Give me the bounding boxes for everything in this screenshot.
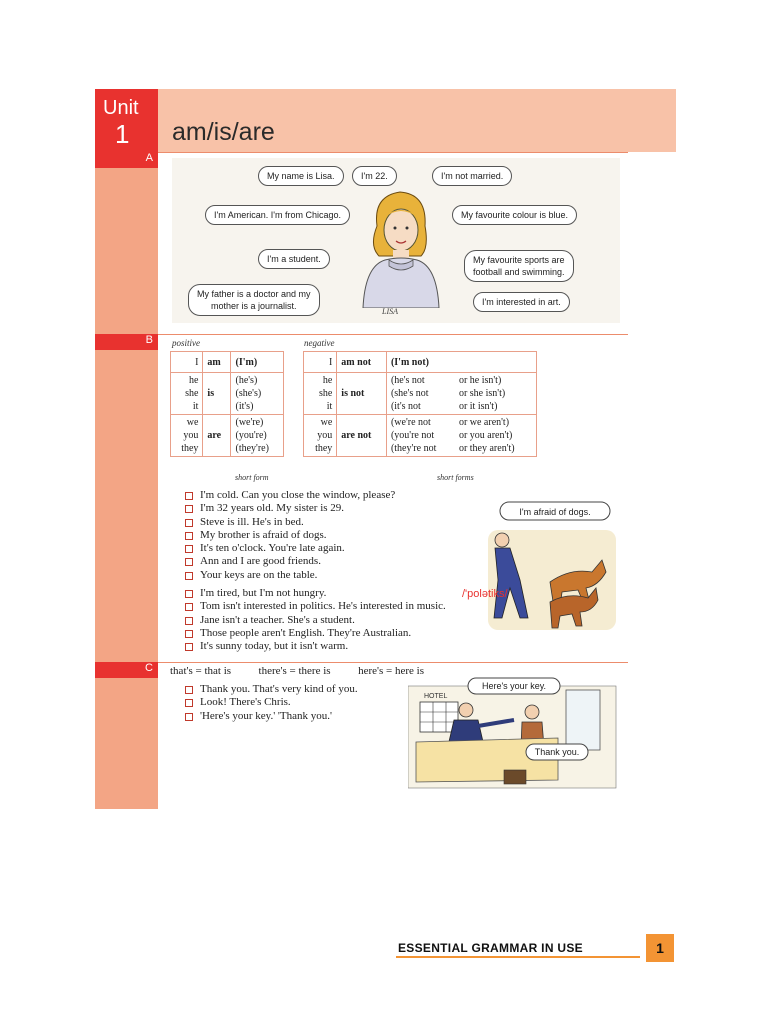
bubble-not-married: I'm not married. <box>432 166 512 186</box>
thats-rule: that's = that is <box>170 665 232 677</box>
cell-im: (I'm) <box>231 352 284 373</box>
cell-are: are <box>203 415 231 457</box>
section-a-marker <box>95 152 158 168</box>
example-item: Ann and I are good friends. <box>185 555 395 568</box>
example-item: It's sunny today, but it isn't warm. <box>185 640 446 653</box>
checkbox-icon <box>185 617 193 625</box>
positive-label: positive <box>172 338 200 348</box>
section-c-rule <box>158 662 628 663</box>
heres-rule: here's = here is <box>358 665 424 677</box>
checkbox-icon <box>185 590 193 598</box>
cell-am-not: am not <box>337 352 387 373</box>
bubble-father <box>188 284 320 316</box>
checkbox-icon <box>185 572 193 580</box>
cell-am: am <box>203 352 231 373</box>
positive-row-i <box>171 352 284 373</box>
cell-im-not: (I'm not) <box>386 352 536 373</box>
cell-we-you-they: we you they <box>171 415 203 457</box>
example-item: I'm cold. Can you close the window, please? <box>185 489 395 502</box>
bubble-age: I'm 22. <box>352 166 397 186</box>
unit-number: 1 <box>115 119 130 149</box>
section-c-letter: C <box>145 662 153 674</box>
cell-he-short: (he's) (she's) (it's) <box>231 373 284 415</box>
bubble-sports-line-2: football and swimming. <box>473 267 565 277</box>
bubble-colour: My favourite colour is blue. <box>452 205 577 225</box>
bubble-father-line-2: mother is a journalist. <box>211 301 297 311</box>
example-item: Those people aren't English. They're Australian. <box>185 627 446 640</box>
cell-neg-i: I <box>304 352 337 373</box>
cell-we-short: (we're) (you're) (they're) <box>231 415 284 457</box>
cell-i: I <box>171 352 203 373</box>
lisa-illustration <box>355 186 445 308</box>
checkbox-icon <box>185 699 193 707</box>
cell-are-not: are not <box>337 415 387 457</box>
positive-table <box>170 351 284 457</box>
positive-row-he <box>171 373 284 415</box>
example-item: I'm 32 years old. My sister is 29. <box>185 502 395 515</box>
checkbox-icon <box>185 505 193 513</box>
example-item: Thank you. That's very kind of you. <box>185 683 358 696</box>
checkbox-icon <box>185 603 193 611</box>
bubble-student: I'm a student. <box>258 249 330 269</box>
checkbox-icon <box>185 519 193 527</box>
positive-row-we <box>171 415 284 457</box>
example-item: 'Here's your key.' 'Thank you.' <box>185 710 358 723</box>
footer-underline <box>396 956 640 958</box>
negative-row-i <box>304 352 537 373</box>
hotel-sign: HOTEL <box>424 693 448 700</box>
cell-he-she-it: he she it <box>171 373 203 415</box>
cell-neg-we-you-they: we you they <box>304 415 337 457</box>
example-item: Jane isn't a teacher. She's a student. <box>185 614 446 627</box>
page-number: 1 <box>646 934 674 962</box>
example-item: My brother is afraid of dogs. <box>185 529 395 542</box>
example-item: Tom isn't interested in politics. He's interested in music. <box>185 600 446 613</box>
unit-title: am/is/are <box>172 118 275 146</box>
cell-neg-he-short: (he's not (she's not (it's not <box>386 373 454 415</box>
section-b-marker <box>95 334 158 350</box>
cell-neg-he-she-it: he she it <box>304 373 337 415</box>
short-forms-caption: short forms <box>437 473 474 482</box>
negative-label: negative <box>304 338 335 348</box>
cell-neg-he-alt: or he isn't) or she isn't) or it isn't) <box>455 373 537 415</box>
example-item: It's ten o'clock. You're late again. <box>185 542 395 555</box>
example-item: Look! There's Chris. <box>185 696 358 709</box>
checkbox-icon <box>185 558 193 566</box>
key-bubble-text: Here's your key. <box>481 681 547 691</box>
lisa-caption: LISA <box>382 307 398 316</box>
example-item: Steve is ill. He's in bed. <box>185 516 395 529</box>
thanks-bubble-text: Thank you. <box>534 747 580 757</box>
bubble-name: My name is Lisa. <box>258 166 344 186</box>
section-c-marker <box>95 662 158 678</box>
section-a-letter: A <box>145 152 153 164</box>
contractions-line <box>170 665 424 677</box>
checkbox-icon <box>185 713 193 721</box>
checkbox-icon <box>185 643 193 651</box>
negative-row-he <box>304 373 537 415</box>
examples-positive <box>185 489 395 582</box>
example-item: I'm tired, but I'm not hungry. <box>185 587 446 600</box>
bubble-father-line-1: My father is a doctor and my <box>197 289 311 299</box>
unit-badge <box>95 89 158 152</box>
example-item: Your keys are on the table. <box>185 569 395 582</box>
cell-neg-we-alt: or we aren't) or you aren't) or they aren't) <box>455 415 537 457</box>
examples-section-c <box>185 683 358 723</box>
section-a-rule <box>158 152 628 153</box>
left-color-strip <box>95 89 158 809</box>
cell-neg-we-short: (we're not (you're not (they're not <box>386 415 454 457</box>
pronunciation-note: /'polətiks/ <box>462 588 508 600</box>
negative-table <box>303 351 537 457</box>
negative-row-we <box>304 415 537 457</box>
unit-word: Unit <box>103 97 139 119</box>
checkbox-icon <box>185 492 193 500</box>
examples-negative <box>185 587 446 653</box>
dogs-illustration <box>480 500 620 632</box>
cell-is-not: is not <box>337 373 387 415</box>
footer-book-title: ESSENTIAL GRAMMAR IN USE <box>398 941 583 955</box>
section-b-rule <box>158 334 628 335</box>
bubble-art: I'm interested in art. <box>473 292 570 312</box>
theres-rule: there's = there is <box>258 665 331 677</box>
cell-is: is <box>203 373 231 415</box>
hotel-illustration <box>408 676 618 790</box>
checkbox-icon <box>185 545 193 553</box>
bubble-american: I'm American. I'm from Chicago. <box>205 205 350 225</box>
checkbox-icon <box>185 686 193 694</box>
bubble-sports <box>464 250 574 282</box>
checkbox-icon <box>185 532 193 540</box>
checkbox-icon <box>185 630 193 638</box>
bubble-sports-line-1: My favourite sports are <box>473 255 565 265</box>
short-form-caption: short form <box>235 473 269 482</box>
dog-bubble-text: I'm afraid of dogs. <box>519 507 591 517</box>
section-b-letter: B <box>145 334 153 346</box>
